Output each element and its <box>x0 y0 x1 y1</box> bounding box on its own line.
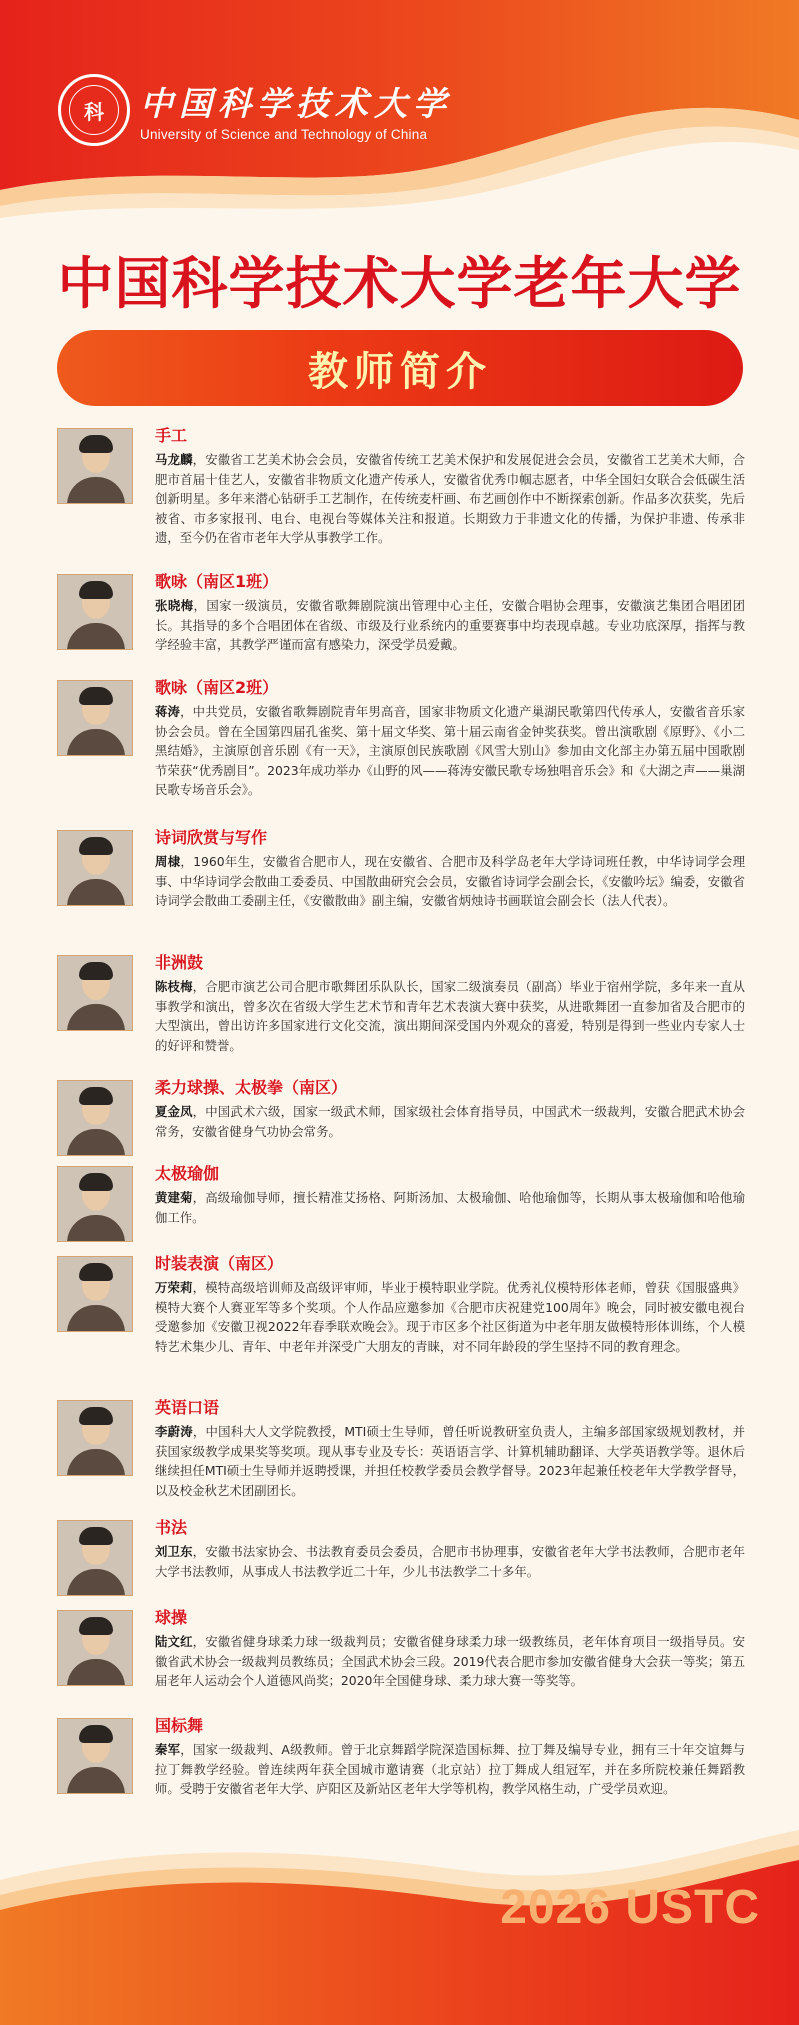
course-title: 球操 <box>155 1608 188 1627</box>
logo-chinese-name: 中国科学技术大学 <box>140 84 452 123</box>
course-title: 非洲鼓 <box>155 953 204 972</box>
teacher-photo <box>57 574 133 650</box>
teacher-name: 万荣莉 <box>155 1280 193 1295</box>
course-title: 书法 <box>155 1518 188 1537</box>
teacher-photo <box>57 1080 133 1156</box>
teacher-photo <box>57 680 133 756</box>
subtitle-banner <box>57 330 743 406</box>
course-title: 歌咏（南区2班） <box>155 678 279 697</box>
teacher-name: 马龙麟 <box>155 452 193 467</box>
teacher-photo <box>57 1256 133 1332</box>
footer-year-label: 2026 USTC <box>500 1881 760 1934</box>
teacher-bio: 张晓梅，国家一级演员，安徽省歌舞剧院演出管理中心主任，安徽合唱协会理事，安徽演艺集团合唱团团长。其指导的多个合唱团体在省级、市级及行业系统内的重要赛事中均表现卓越。专业功底深厚，指挥与教学经验丰富，其教学严谨而富有感染力，深受学员爱戴。 <box>155 598 746 653</box>
teacher-photo <box>57 1400 133 1476</box>
teacher-name: 秦军 <box>155 1742 181 1757</box>
teacher-bio: 万荣莉，模特高级培训师及高级评审师，毕业于模特职业学院。优秀礼仪模特形体老师，曾获《国服盛典》模特大赛个人赛亚军等多个奖项。个人作品应邀参加《合肥市庆祝建党100周年》晚会，同时被安徽电视台受邀参加《安徽卫视2022年春季联欢晚会》。现于市区多个社区街道为中老年朋友做模特形体训练，个人模特艺术集少儿、青年、中老年并深受广大朋友的青睐，对不同年龄段的学生坚持不同的教育理念。 <box>155 1280 746 1354</box>
teacher-bio: 夏金凤，中国武术六级，国家一级武术师，国家级社会体育指导员，中国武术一级裁判，安徽合肥武术协会常务，安徽省健身气功协会常务。 <box>155 1104 746 1139</box>
teacher-name: 周棣 <box>155 854 181 869</box>
teacher-bio: 黄建菊，高级瑜伽导师，擅长精准艾扬格、阿斯汤加、太极瑜伽、哈他瑜伽等，长期从事太极瑜伽和哈他瑜伽工作。 <box>155 1190 746 1225</box>
seal-char: 科 <box>69 85 119 135</box>
teacher-name: 刘卫东 <box>155 1544 193 1559</box>
page-title: 中国科学技术大学老年大学 <box>57 252 742 317</box>
teacher-bio: 蒋涛，中共党员，安徽省歌舞剧院青年男高音，国家非物质文化遗产巢湖民歌第四代传承人，安徽省音乐家协会会员。曾在全国第四届孔雀奖、第十届文华奖、第十届云南省金钟奖获奖。曾出演歌剧《原野》、《小二黑结婚》，主演原创音乐剧《有一天》，主演原创民族歌剧《风雪大别山》参加由文化部主办第五届中国歌剧节荣获“优秀剧目”。2023年成功举办《山野的风——蒋涛安徽民歌专场独唱音乐会》和《大湖之声——巢湖民歌专场音乐会》。 <box>155 704 746 798</box>
teacher-bio: 陆文红，安徽省健身球柔力球一级裁判员；安徽省健身球柔力球一级教练员，老年体育项目一级指导员。安徽省武术协会一级裁判员教练员；全国武术协会三段。2019代表合肥市参加安徽省健身大会获一等奖；第五届老年人运动会个人道德风尚奖；2020年全国健身球、柔力球大赛一等奖等。 <box>155 1634 746 1689</box>
university-seal-icon <box>58 74 130 146</box>
teacher-name: 陈枝梅 <box>155 979 193 994</box>
teacher-name: 张晓梅 <box>155 598 194 613</box>
teacher-photo <box>57 955 133 1031</box>
teacher-name: 夏金凤 <box>155 1104 193 1119</box>
teacher-bio: 周棣，1960年生，安徽省合肥市人，现在安徽省、合肥市及科学岛老年大学诗词班任教，中华诗词学会理事、中华诗词学会散曲工委委员、中国散曲研究会会员，安徽省诗词学会副会长，《安徽吟坛》编委，安徽省诗词学会散曲工委副主任，《安徽散曲》副主编，安徽省炳烛诗书画联谊会副会长（法人代表）。 <box>155 854 745 909</box>
teacher-bio: 李蔚涛，中国科大人文学院教授，MTI硕士生导师，曾任听说教研室负责人，主编多部国家级规划教材，并获国家级教学成果奖等奖项。现从事专业及专长：英语语言学、计算机辅助翻译、大学英语教学等。退休后继续担任MTI硕士生导师并返聘授课，并担任校教学委员会教学督导。2023年起兼任校老年大学教学督导，以及校金秋艺术团副团长。 <box>155 1424 745 1498</box>
teacher-photo <box>57 428 133 504</box>
logo-english-name: University of Science and Technology of China <box>140 127 428 142</box>
subtitle-text: 教师简介 <box>308 348 492 395</box>
course-title: 英语口语 <box>155 1398 220 1417</box>
teacher-name: 陆文红 <box>155 1634 193 1649</box>
course-title: 国标舞 <box>155 1716 204 1735</box>
teacher-bio: 秦军，国家一级裁判、A级教师。曾于北京舞蹈学院深造国标舞、拉丁舞及编导专业，拥有三十年交谊舞与拉丁舞教学经验。曾连续两年获全国城市邀请赛（北京站）拉丁舞成人组冠军，并在多所院校兼任舞蹈教师。受聘于安徽省老年大学、庐阳区及新站区老年大学等机构，教学风格生动，广受学员欢迎。 <box>155 1742 746 1797</box>
teacher-name: 李蔚涛 <box>155 1424 193 1439</box>
teacher-name: 黄建菊 <box>155 1190 193 1205</box>
teacher-name: 蒋涛 <box>155 704 181 719</box>
teacher-photo <box>57 1520 133 1596</box>
course-title: 太极瑜伽 <box>155 1164 220 1183</box>
teacher-photo <box>57 1166 133 1242</box>
course-title: 柔力球操、太极拳（南区） <box>155 1078 348 1097</box>
teacher-bio: 刘卫东，安徽书法家协会、书法教育委员会委员，合肥市书协理事，安徽省老年大学书法教师，合肥市老年大学书法教师，从事成人书法教学近二十年，少儿书法教学二十多年。 <box>155 1544 746 1579</box>
course-title: 手工 <box>155 426 188 445</box>
university-logo <box>58 74 452 146</box>
course-title: 诗词欣赏与写作 <box>155 828 268 847</box>
course-title: 时装表演（南区） <box>155 1254 284 1273</box>
teacher-bio: 马龙麟，安徽省工艺美术协会会员，安徽省传统工艺美术保护和发展促进会会员，安徽省工艺美术大师，合肥市首届十佳艺人，安徽省非物质文化遗产传承人，安徽省优秀巾帼志愿者，中华全国妇女联合会低碳生活创新明星。多年来潜心钻研手工艺制作，在传统麦杆画、布艺画创作中不断探索创新。作品多次获奖，先后被省、市多家报刊、电台、电视台等媒体关注和报道。长期致力于非遗文化的传播，为保护非遗、传承非遗，至今仍在省市老年大学从事教学工作。 <box>155 452 746 546</box>
teacher-photo <box>57 1718 133 1794</box>
teacher-bio: 陈枝梅，合肥市演艺公司合肥市歌舞团乐队队长，国家二级演奏员（副高）毕业于宿州学院，多年来一直从事教学和演出，曾多次在省级大学生艺术节和青年艺术表演大赛中获奖，从进歌舞团一直参加省及合肥市的大型演出，曾出访许多国家进行文化交流，演出期间深受国内外观众的喜爱，特别是得到一些业内专家人士的好评和赞誉。 <box>155 979 746 1053</box>
teacher-photo <box>57 1610 133 1686</box>
course-title: 歌咏（南区1班） <box>155 572 279 591</box>
teacher-photo <box>57 830 133 906</box>
